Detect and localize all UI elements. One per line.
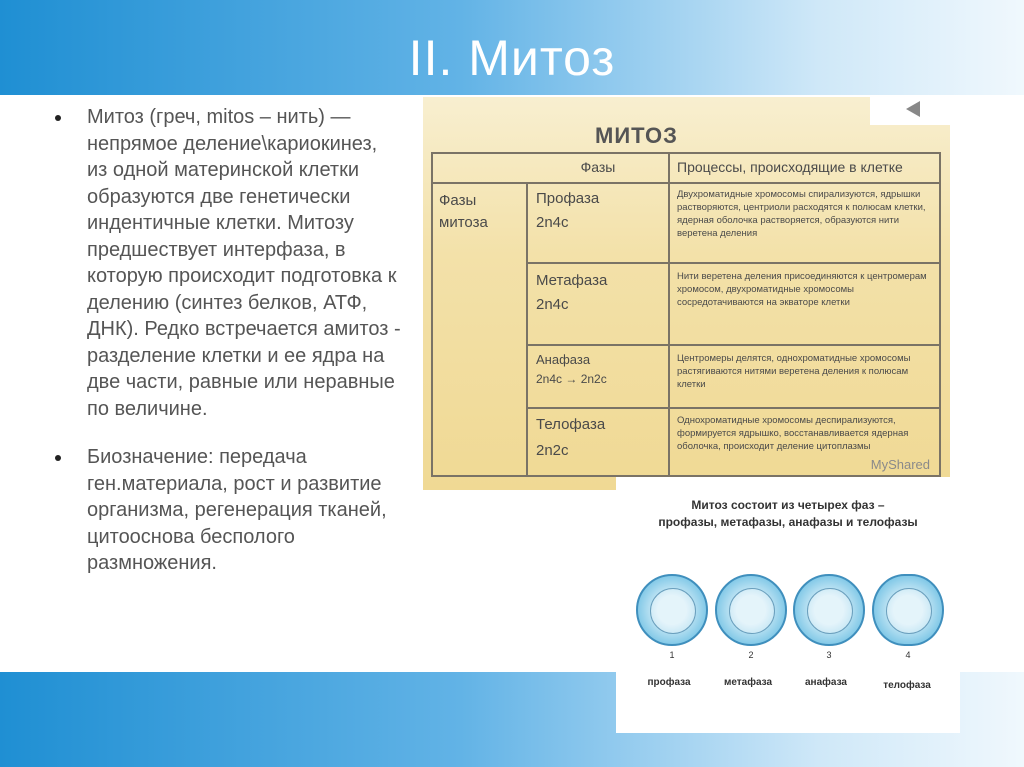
bullet-text: Митоз (греч, mitos – нить) — непрямое деление\кариокинез, из одной материнской клетки образуются две генетически индентичные клетки. Митозу предшествует интерфаза, в которую происходит подготовка к делению (синтез белков, АТФ, ДНК). Редко встречается амитоз - разделение клетки и ее ядра на две части, равные или неравные по величине. <box>87 106 401 420</box>
caption-line: Митоз состоит из четырех фаз – <box>691 498 885 512</box>
telophase-cell-icon <box>872 574 944 646</box>
bullet-dot-icon <box>55 115 61 121</box>
phase-process: Однохроматидные хромосомы деспирализуются, формируется ядрышко, восстанавливается ядерная оболочка, происходит деление цитоплазмы <box>677 415 909 452</box>
phase-number: 3 <box>826 650 832 660</box>
header-processes: Процессы, происходящие в клетке <box>677 159 903 175</box>
phase-name: Анафаза <box>536 352 591 367</box>
phase-name: Телофаза <box>536 416 606 433</box>
phase-formula: 2n4c <box>536 214 569 231</box>
table-divider <box>526 344 939 346</box>
bullet-definition <box>52 104 402 422</box>
phase-number: 2 <box>748 650 754 660</box>
slide-title: II. Митоз <box>408 30 616 86</box>
phase-number: 1 <box>669 650 675 660</box>
table-divider <box>526 407 939 409</box>
phase-process: Центромеры делятся, однохроматидные хромосомы растягиваются нитями веретена деления к полюсам клетки <box>677 353 911 390</box>
mitosis-table-image <box>423 97 950 490</box>
phase-name: Профаза <box>536 190 600 207</box>
phase-label: анафаза <box>805 677 847 688</box>
phase-number: 4 <box>905 650 911 660</box>
table-title: МИТОЗ <box>595 123 678 148</box>
phase-label: метафаза <box>723 677 773 688</box>
mitosis-table <box>431 152 941 477</box>
bullet-text: Биозначение: передача ген.материала, рост и развитие организма, регенерация тканей, цитооснова бесполого размножения. <box>87 446 387 574</box>
bullet-list <box>52 104 402 599</box>
phase-process: Двухроматидные хромосомы спирализуются, ядрышки растворяются, центриоли расходятся к полюсам клетки, ядерная оболочка растворяется, образуются нити веретена деления <box>677 189 926 239</box>
mitosis-phases-figure <box>616 477 960 733</box>
bullet-significance <box>52 444 402 577</box>
phase-formula: 2n4c → 2n2c <box>536 372 607 386</box>
phase-label: телофаза <box>883 680 931 691</box>
prophase-cell-icon <box>636 574 708 646</box>
table-divider <box>668 154 670 475</box>
caption-line: профазы, метафазы, анафазы и телофазы <box>658 515 918 529</box>
phase-process: Нити веретена деления присоединяются к центромерам хромосом, двухроматидные хромосомы сосредотачиваются на экваторе клетки <box>677 271 927 308</box>
phase-name: Метафаза <box>536 272 608 289</box>
header-phases: Фазы <box>580 159 616 175</box>
figure-caption <box>616 497 960 531</box>
back-arrow-icon[interactable] <box>906 101 920 117</box>
table-divider <box>526 182 528 475</box>
watermark: MyShared <box>870 457 930 472</box>
table-divider <box>526 262 939 264</box>
bullet-dot-icon <box>55 455 61 461</box>
phase-formula: 2n4c <box>536 296 569 313</box>
nav-corner <box>870 97 950 125</box>
phase-formula: 2n2c <box>536 442 569 459</box>
group-label: Фазы митоза <box>439 192 488 231</box>
metaphase-cell-icon <box>715 574 787 646</box>
phase-label: профаза <box>647 677 691 688</box>
anaphase-cell-icon <box>793 574 865 646</box>
